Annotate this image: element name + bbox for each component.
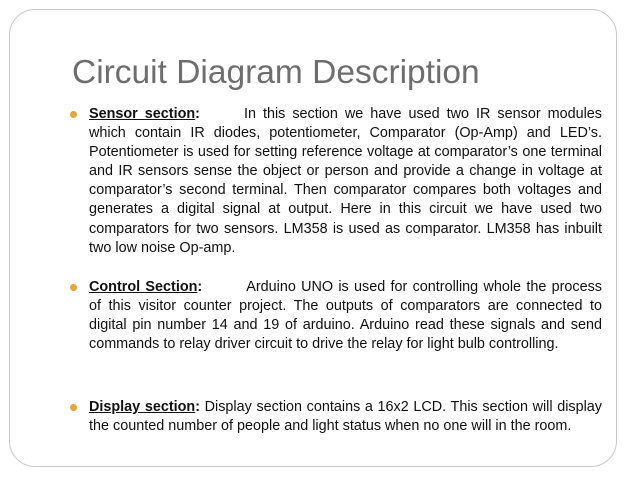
bullet-sensor-section [70,105,602,258]
bullet-text [89,105,602,258]
bullet-heading: Control Section [89,279,198,295]
bullet-text [89,278,602,354]
bullet-control-section [70,278,602,354]
bullet-body: Display section contains a 16x2 LCD. This section will display the counted number of people and light status when no one will in the room. [89,399,602,435]
bullet-heading: Display section [89,399,196,415]
bullet-body: Arduino UNO is used for controlling whole the process of this visitor counter project. The outputs of comparators are connected to digital pin number 14 and 19 of arduino. Arduino read these signals and send commands to relay driver circuit to drive the relay for light bulb controlling. [89,279,602,353]
slide-title: Circuit Diagram Description [72,54,480,91]
bullet-text [89,398,602,436]
bullet-dot-icon [70,404,77,411]
bullet-body: In this section we have used two IR sensor modules which contain IR diodes, potentiometer, Comparator (Op-Amp) and LED’s. Potentiometer is used for setting reference voltage at comparator’s one terminal and IR sensors sense the object or person and provide a change in voltage at comparator’s second terminal. Then comparator compares both voltages and generates a digital signal at output. Here in this circuit we have used two comparators for two sensors. LM358 is used as comparator. LM358 has inbuilt two low noise Op-amp. [89,106,602,256]
bullet-heading-colon: : [197,279,203,295]
bullet-heading-colon: : [195,399,200,415]
bullet-dot-icon [70,111,77,118]
bullet-display-section [70,398,602,436]
bullet-heading: Sensor section [89,106,196,122]
bullet-heading-colon: : [195,106,200,122]
bullet-dot-icon [70,284,77,291]
